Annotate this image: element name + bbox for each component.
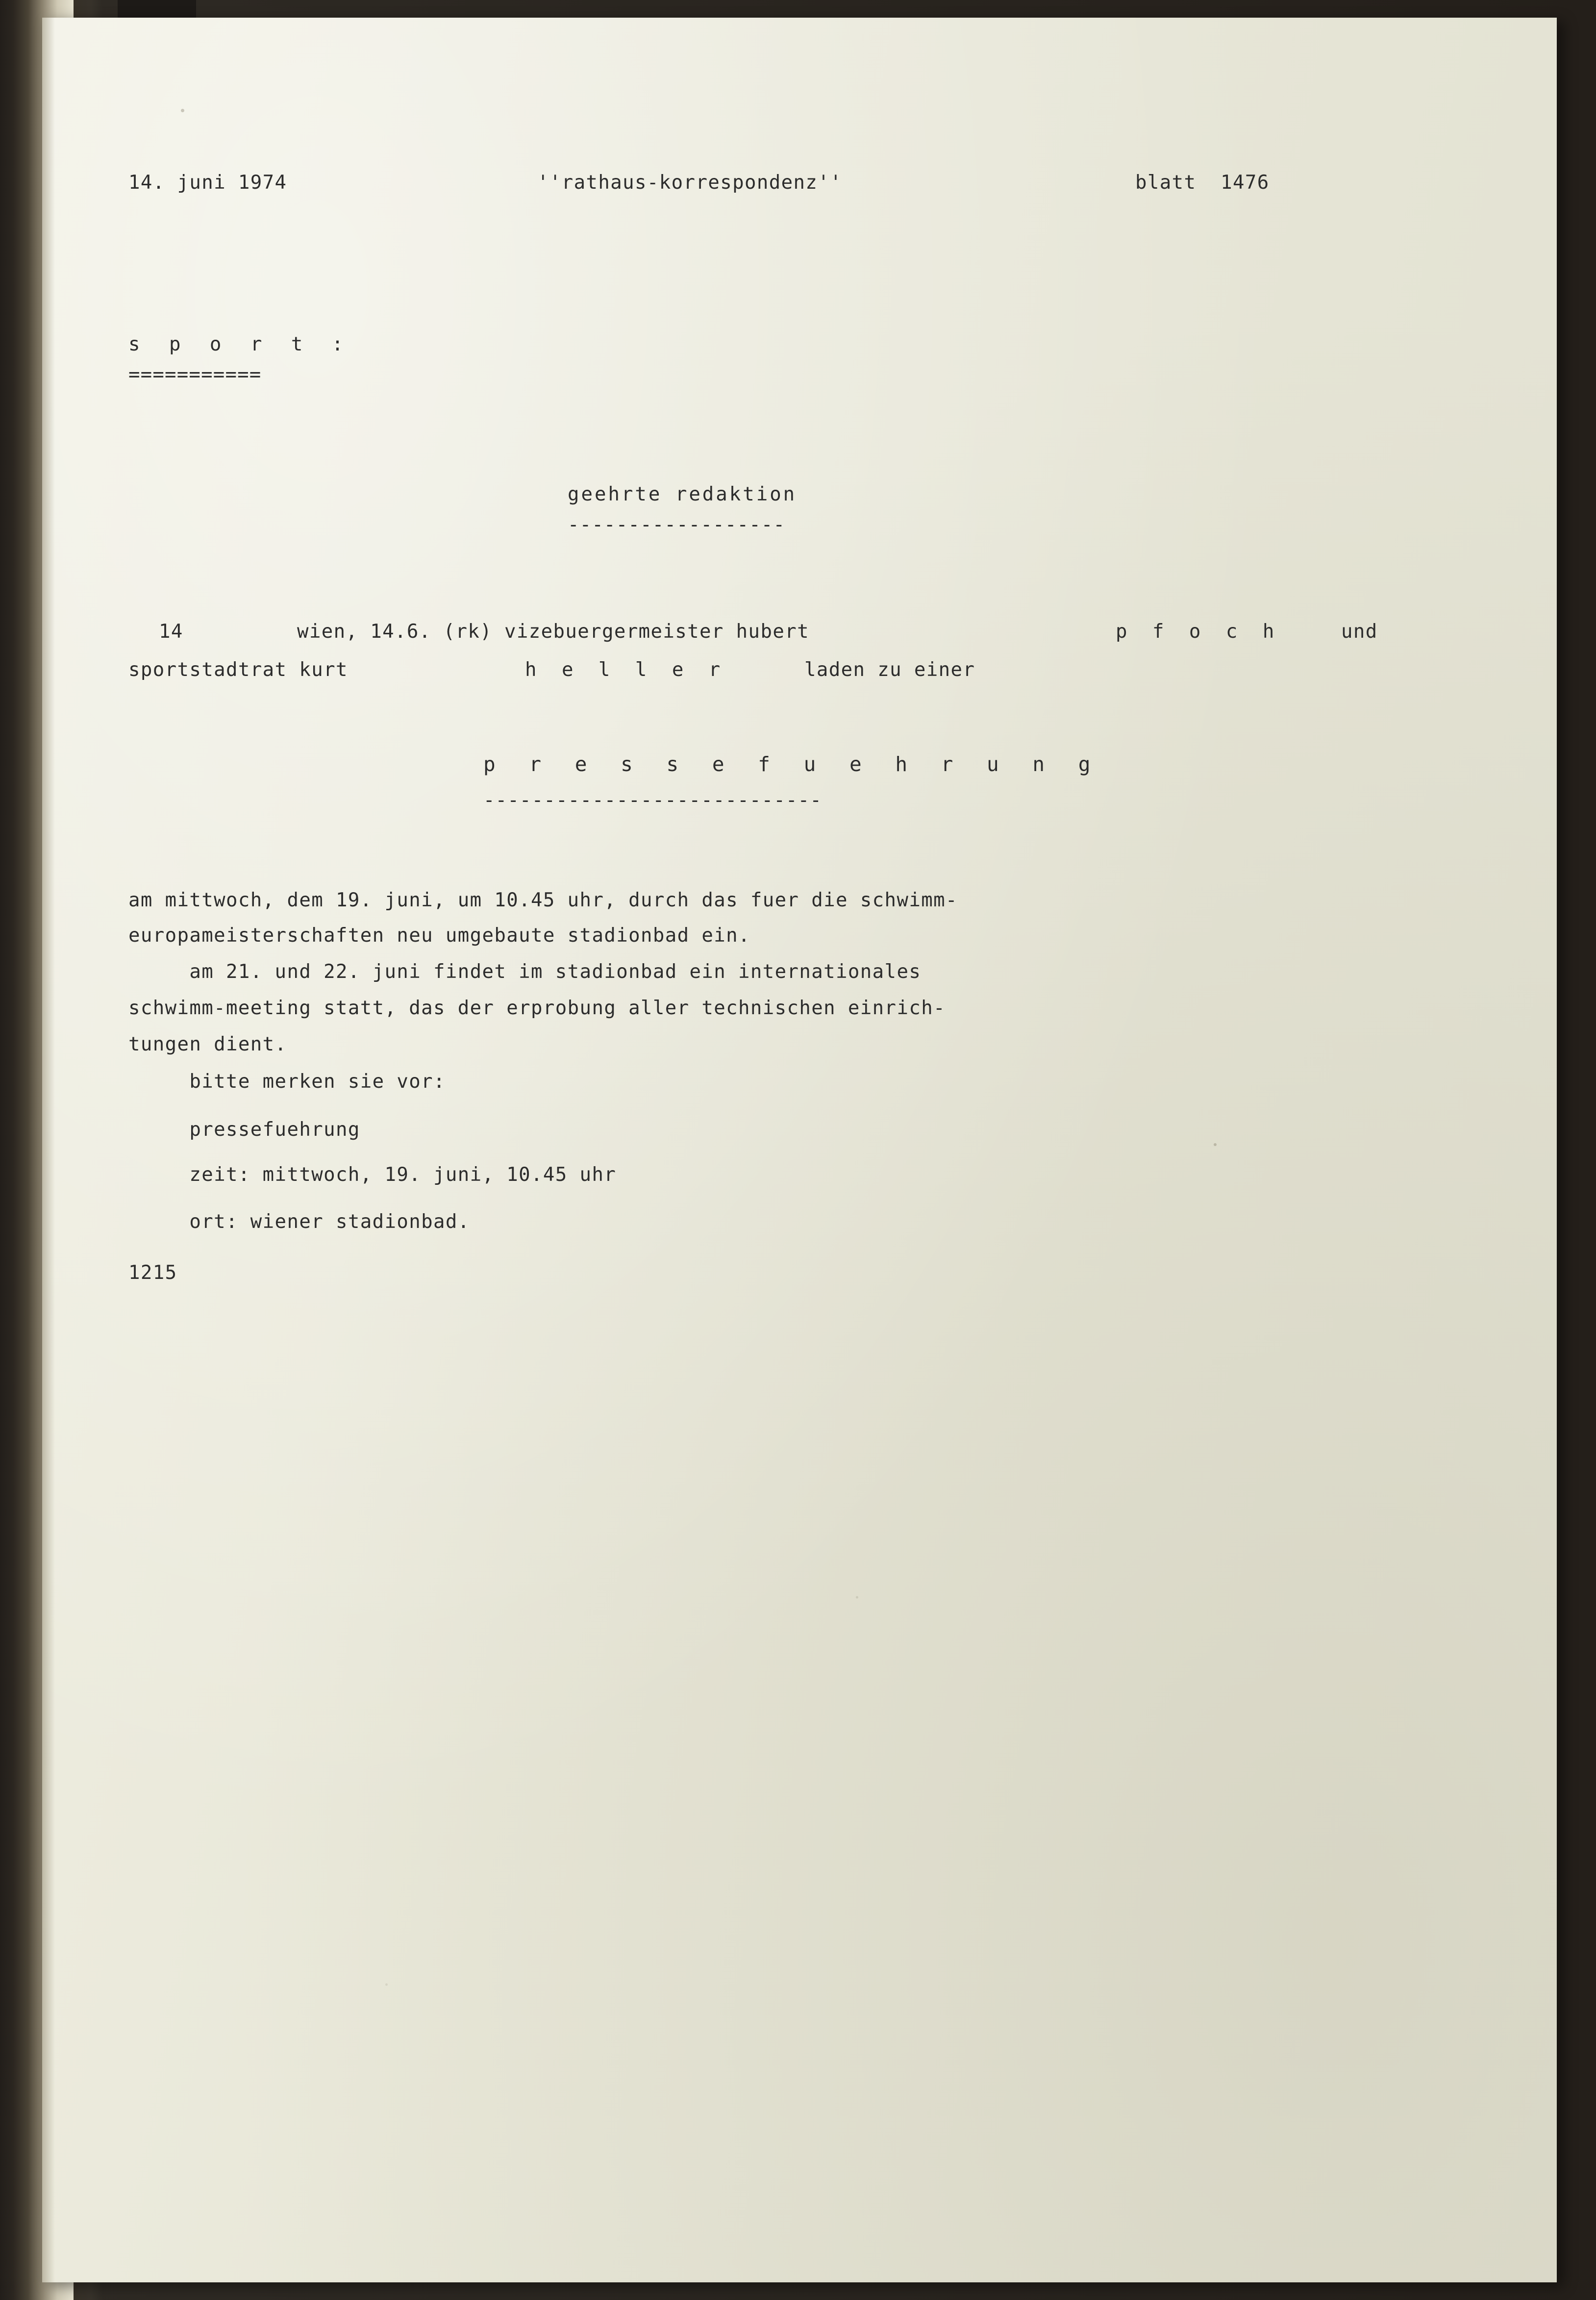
- body-line: pressefuehrung: [128, 1119, 360, 1141]
- salutation-rule: ------------------: [568, 514, 786, 536]
- body-line: schwimm-meeting statt, das der erprobung aller technischen einrich-: [128, 997, 946, 1019]
- salutation-text: geehrte redaktion: [568, 483, 797, 505]
- lead-number: 14: [159, 621, 183, 643]
- body-line: am mittwoch, dem 19. juni, um 10.45 uhr, durch das fuer die schwimm-: [128, 889, 958, 911]
- event-title: p r e s s e f u e h r u n g: [483, 752, 1101, 776]
- lead-text-b: und: [1341, 621, 1378, 643]
- section-rule: ===========: [128, 364, 262, 386]
- lead-name-pfoch: p f o c h: [1116, 621, 1281, 643]
- event-rule: ----------------------------: [483, 789, 823, 811]
- footer-code: 1215: [128, 1262, 177, 1284]
- document-page: [42, 18, 1557, 2282]
- body-line: am 21. und 22. juni findet im stadionbad ein internationales: [128, 961, 922, 983]
- section-label-sport: s p o r t :: [128, 333, 352, 355]
- typed-document-text: [42, 18, 1557, 2282]
- header-title: ''rathaus-korrespondenz'': [537, 172, 842, 194]
- body-line: zeit: mittwoch, 19. juni, 10.45 uhr: [128, 1164, 617, 1186]
- header-date: 14. juni 1974: [128, 172, 287, 194]
- lead-text-a: wien, 14.6. (rk) vizebuergermeister hubert: [297, 621, 809, 643]
- body-line: europameisterschaften neu umgebaute stadionbad ein.: [128, 925, 750, 947]
- body-line: bitte merken sie vor:: [128, 1071, 446, 1093]
- lead-text-c: sportstadtrat kurt: [128, 659, 348, 681]
- page-left-edge-shadow: [42, 18, 55, 2282]
- header-sheet-number: blatt 1476: [1135, 172, 1270, 194]
- body-line: ort: wiener stadionbad.: [128, 1211, 470, 1233]
- lead-text-d: laden zu einer: [804, 659, 975, 681]
- body-line: tungen dient.: [128, 1033, 287, 1055]
- lead-name-heller: h e l l e r: [525, 659, 727, 681]
